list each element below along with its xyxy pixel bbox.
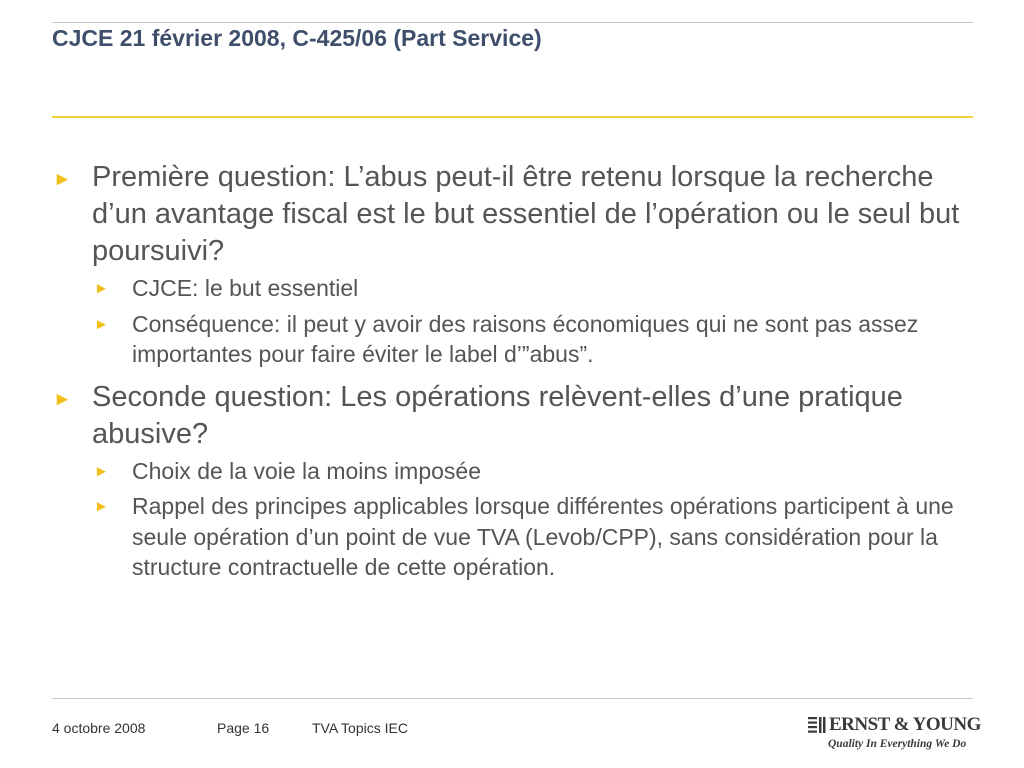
bullet-level2 — [52, 491, 977, 583]
slide-body — [52, 159, 977, 588]
footer-topic: TVA Topics IEC — [312, 720, 408, 736]
slide-title: CJCE 21 février 2008, C-425/06 (Part Service) — [52, 25, 542, 51]
footer-page-number: Page 16 — [217, 720, 270, 736]
bullet-arrow-icon: ► — [94, 498, 109, 515]
bullet-arrow-icon: ► — [94, 280, 109, 297]
bullet-level1 — [52, 379, 977, 453]
bullet-level2 — [52, 309, 977, 370]
sub-bullet-text: Conséquence: il peut y avoir des raisons économiques qui ne sont pas assez importantes pour faire éviter le label d’”abus”. — [132, 310, 919, 367]
sub-bullet-text: CJCE: le but essentiel — [132, 275, 359, 301]
bullet-arrow-icon: ► — [94, 315, 109, 333]
bullet-text: Seconde question: Les opérations relèvent-elles d’une pratique abusive? — [92, 380, 903, 450]
bullet-text: Première question: L’abus peut-il être retenu lorsque la recherche d’un avantage fiscal est le but essentiel de l’opération ou le seul but poursuivi? — [92, 161, 960, 267]
ey-bars-icon — [808, 717, 826, 733]
footer-date: 4 octobre 2008 — [52, 720, 146, 736]
logo-tagline: Quality In Everything We Do — [828, 738, 967, 750]
bullet-level2 — [52, 273, 977, 304]
bullet-arrow-icon: ► — [53, 169, 72, 190]
bullet-level1 — [52, 159, 977, 270]
bullet-level2 — [52, 456, 977, 487]
sub-bullet-text: Choix de la voie la moins imposée — [132, 457, 482, 484]
top-divider — [52, 22, 973, 23]
bullet-arrow-icon: ► — [53, 388, 72, 410]
logo-name: ERNST & YOUNG — [829, 714, 981, 735]
title-underline — [52, 116, 973, 118]
sub-bullet-text: Rappel des principes applicables lorsque différentes opérations participent à une seule opération d’un point de vue TVA (Levob/CPP), sans considération pour la structure contractuelle de cette opération. — [132, 493, 954, 580]
ernst-young-logo — [808, 714, 981, 756]
footer-divider — [52, 698, 973, 699]
bullet-arrow-icon: ► — [94, 462, 109, 480]
